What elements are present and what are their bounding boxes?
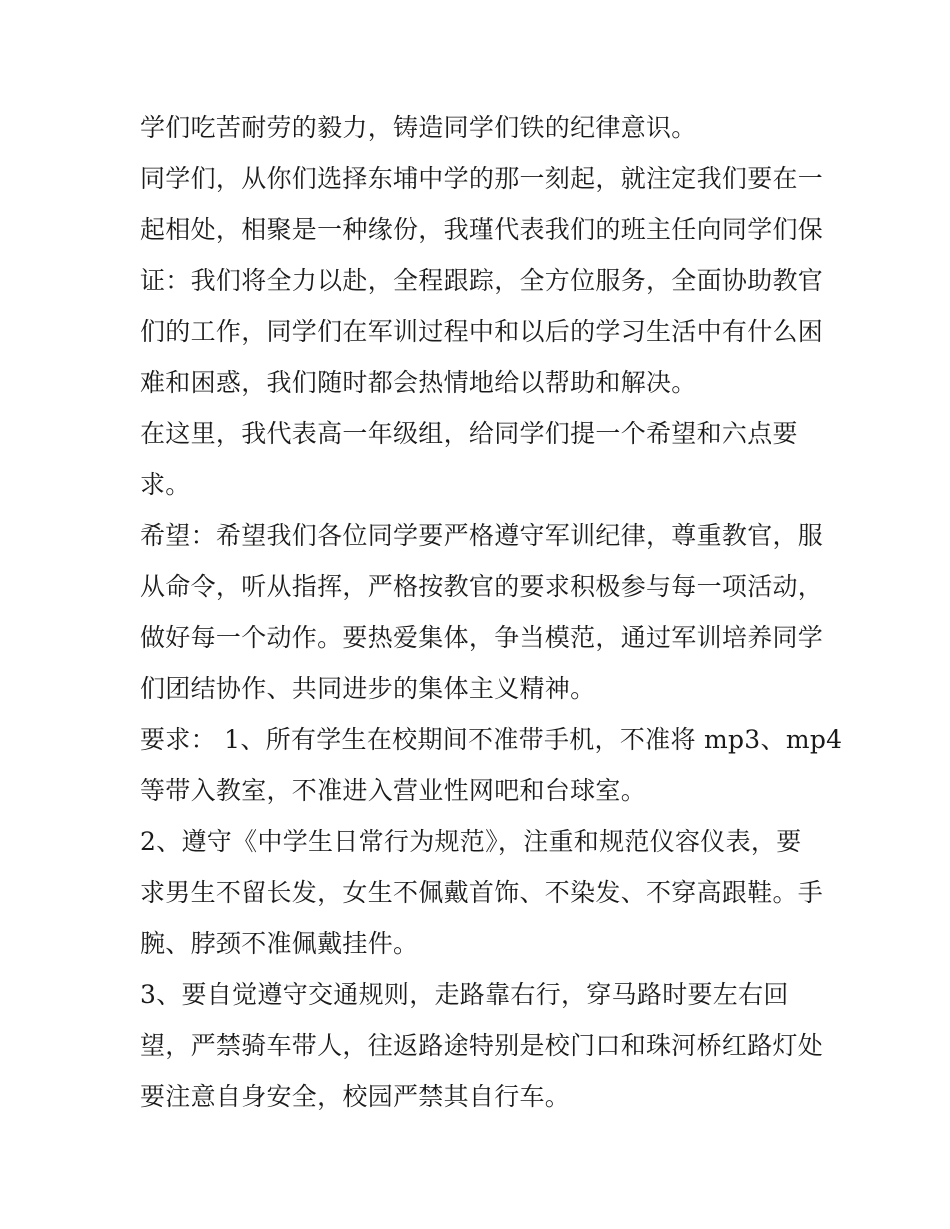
text-line: 们团结协作、共同进步的集体主义精神。 [140,674,596,703]
text-line: 2、遵守《中学生日常行为规范》，注重和规范仪容仪表，要 [140,827,802,856]
text-line: 要求： 1、所有学生在校期间不准带手机，不准将 mp3、mp4 [140,725,843,754]
text-line: 希望：希望我们各位同学要严格遵守军训纪律，尊重教官，服 [140,521,824,550]
text-line: 求。 [140,470,191,499]
text-line: 同学们，从你们选择东埔中学的那一刻起，就注定我们要在一 [140,164,824,193]
text-line: 从命令，听从指挥，严格按教官的要求积极参与每一项活动， [140,572,824,601]
text-line: 求男生不留长发，女生不佩戴首饰、不染发、不穿高跟鞋。手 [140,878,824,907]
text-line: 证：我们将全力以赴，全程跟踪，全方位服务，全面协助教官 [140,266,824,295]
text-line: 学们吃苦耐劳的毅力，铸造同学们铁的纪律意识。 [140,113,697,142]
text-line: 腕、脖颈不准佩戴挂件。 [140,929,419,958]
text-line: 做好每一个动作。要热爱集体，争当模范，通过军训培养同学 [140,623,824,652]
text-line: 难和困惑，我们随时都会热情地给以帮助和解决。 [140,368,697,397]
text-line: 在这里，我代表高一年级组，给同学们提一个希望和六点要 [140,419,798,448]
text-line: 等带入教室，不准进入营业性网吧和台球室。 [140,776,647,805]
text-line: 3、要自觉遵守交通规则，走路靠右行，穿马路时要左右回 [140,980,789,1009]
text-line: 们的工作，同学们在军训过程中和以后的学习生活中有什么困 [140,317,824,346]
text-line: 起相处，相聚是一种缘份，我瑾代表我们的班主任向同学们保 [140,215,824,244]
text-line: 要注意自身安全，校园严禁其自行车。 [140,1082,571,1111]
text-line: 望，严禁骑车带人，往返路途特别是校门口和珠河桥红路灯处 [140,1031,824,1060]
